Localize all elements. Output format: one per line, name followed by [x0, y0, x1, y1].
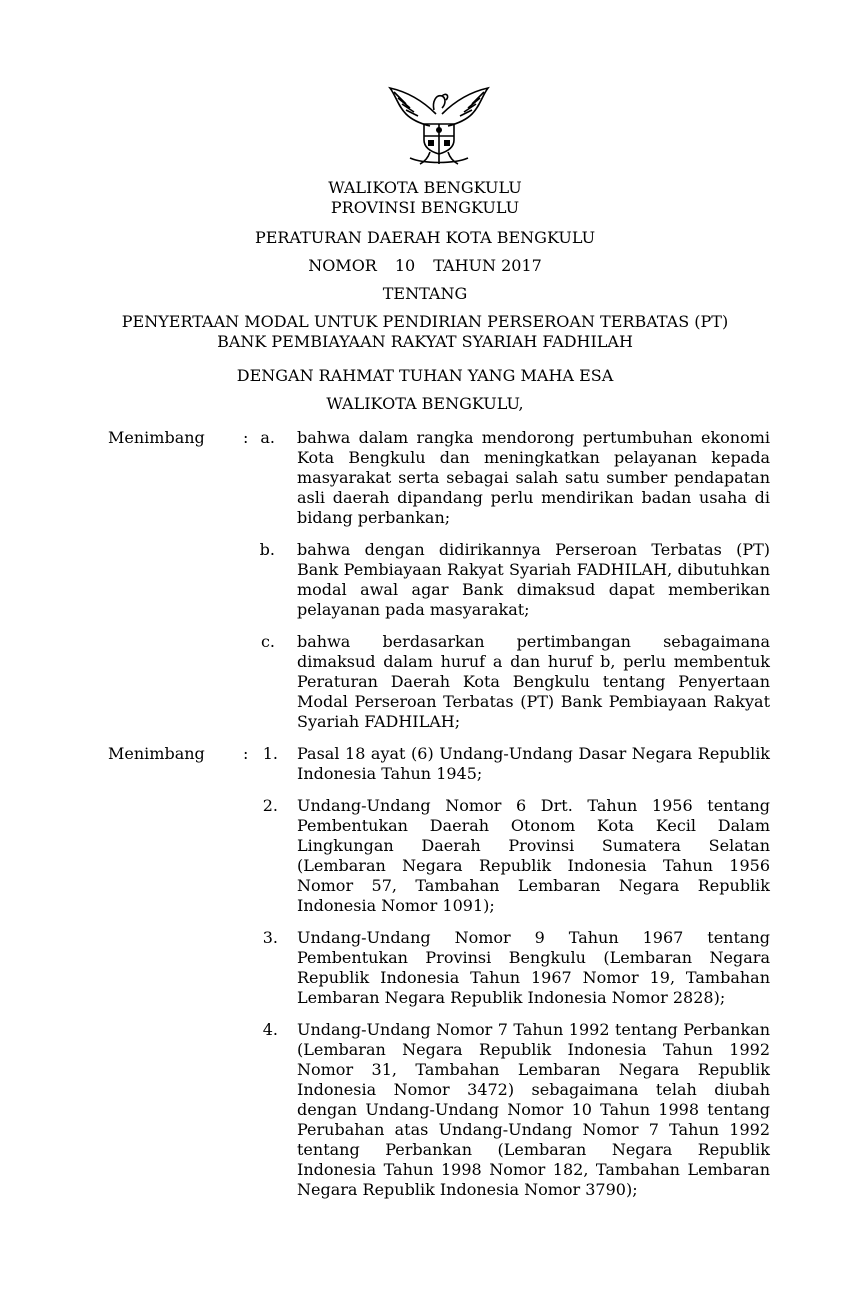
list-item: Pasal 18 ayat (6) Undang-Undang Dasar Negara Republik Indonesia Tahun 1945; [297, 744, 770, 783]
subject-line-2: BANK PEMBIAYAAN RAKYAT SYARIAH FADHILAH [217, 332, 633, 351]
nomor-value: 10 [394, 256, 416, 275]
garuda-emblem-icon [384, 84, 494, 166]
item-marker: 4. [262, 1020, 278, 1039]
tahun-label: TAHUN 2017 [433, 256, 542, 275]
list-item: Undang-Undang Nomor 7 Tahun 1992 tentang Perbankan (Lembaran Negara Republik Indonesia Tahun 1992 Nomor 31, Tambahan Lembaran Negara Republik Indonesia Nomor 3472) sebagaimana telah diubah dengan Undang-Undang Nomor 10 Tahun 1998 tentang Perubahan atas Undang-Undang Nomor 7 Tahun 1992 tentang Perbankan (Lembaran Negara Republik Indonesia Tahun 1998 Nomor 182, Tambahan Lembaran Negara Republik Indonesia Nomor 3790); [297, 1020, 770, 1199]
regulation-title: PERATURAN DAERAH KOTA BENGKULU [254, 228, 596, 247]
rahmat-line: DENGAN RAHMAT TUHAN YANG MAHA ESA [236, 366, 614, 385]
section-label: Menimbang [108, 744, 205, 763]
item-marker: 1. [262, 744, 278, 763]
list-item: Undang-Undang Nomor 9 Tahun 1967 tentang Pembentukan Provinsi Bengkulu (Lembaran Negara Republik Indonesia Tahun 1967 Nomor 19, Tambahan Lembaran Negara Republik Indonesia Nomor 2828); [297, 928, 770, 1007]
walikota-line: WALIKOTA BENGKULU, [326, 394, 524, 413]
tentang-heading: TENTANG [382, 284, 468, 303]
list-item: Undang-Undang Nomor 6 Drt. Tahun 1956 tentang Pembentukan Daerah Otonom Kota Kecil Dalam Lingkungan Daerah Provinsi Sumatera Selatan (Lembaran Negara Republik Indonesia Tahun 1956 Nomor 57, Tambahan Lembaran Negara Republik Indonesia Nomor 1091); [297, 796, 770, 915]
regulation-number [0, 256, 850, 276]
section-colon: : [243, 744, 249, 763]
item-marker: 2. [262, 796, 278, 815]
item-marker: 3. [262, 928, 278, 947]
section-label: Menimbang [108, 428, 205, 447]
list-item: bahwa berdasarkan pertimbangan sebagaimana dimaksud dalam huruf a dan huruf b, perlu membentuk Peraturan Daerah Kota Bengkulu tentang Penyertaan Modal Perseroan Terbatas (PT) Bank Pembiayaan Rakyat Syariah FADHILAH; [297, 632, 770, 731]
header-block [0, 178, 850, 218]
nomor-label: NOMOR [308, 256, 377, 275]
list-item: bahwa dalam rangka mendorong pertumbuhan ekonomi Kota Bengkulu dan meningkatkan pelayanan kepada masyarakat serta sebagai salah satu sumber pendapatan asli daerah dipandang perlu mendirikan badan usaha di bidang perbankan; [297, 428, 770, 527]
item-marker: c. [260, 632, 275, 651]
item-marker: b. [259, 540, 275, 559]
header-title: WALIKOTA BENGKULU [328, 178, 522, 197]
header-province: PROVINSI BENGKULU [330, 198, 520, 217]
subject-line-1: PENYERTAAN MODAL UNTUK PENDIRIAN PERSEROAN TERBATAS (PT) [121, 312, 729, 331]
regulation-subject [0, 312, 850, 352]
list-item: bahwa dengan didirikannya Perseroan Terbatas (PT) Bank Pembiayaan Rakyat Syariah FADHILAH, dibutuhkan modal awal agar Bank dimaksud dapat memberikan pelayanan pada masyarakat; [297, 540, 770, 619]
section-colon: : [243, 428, 249, 447]
item-marker: a. [260, 428, 275, 447]
